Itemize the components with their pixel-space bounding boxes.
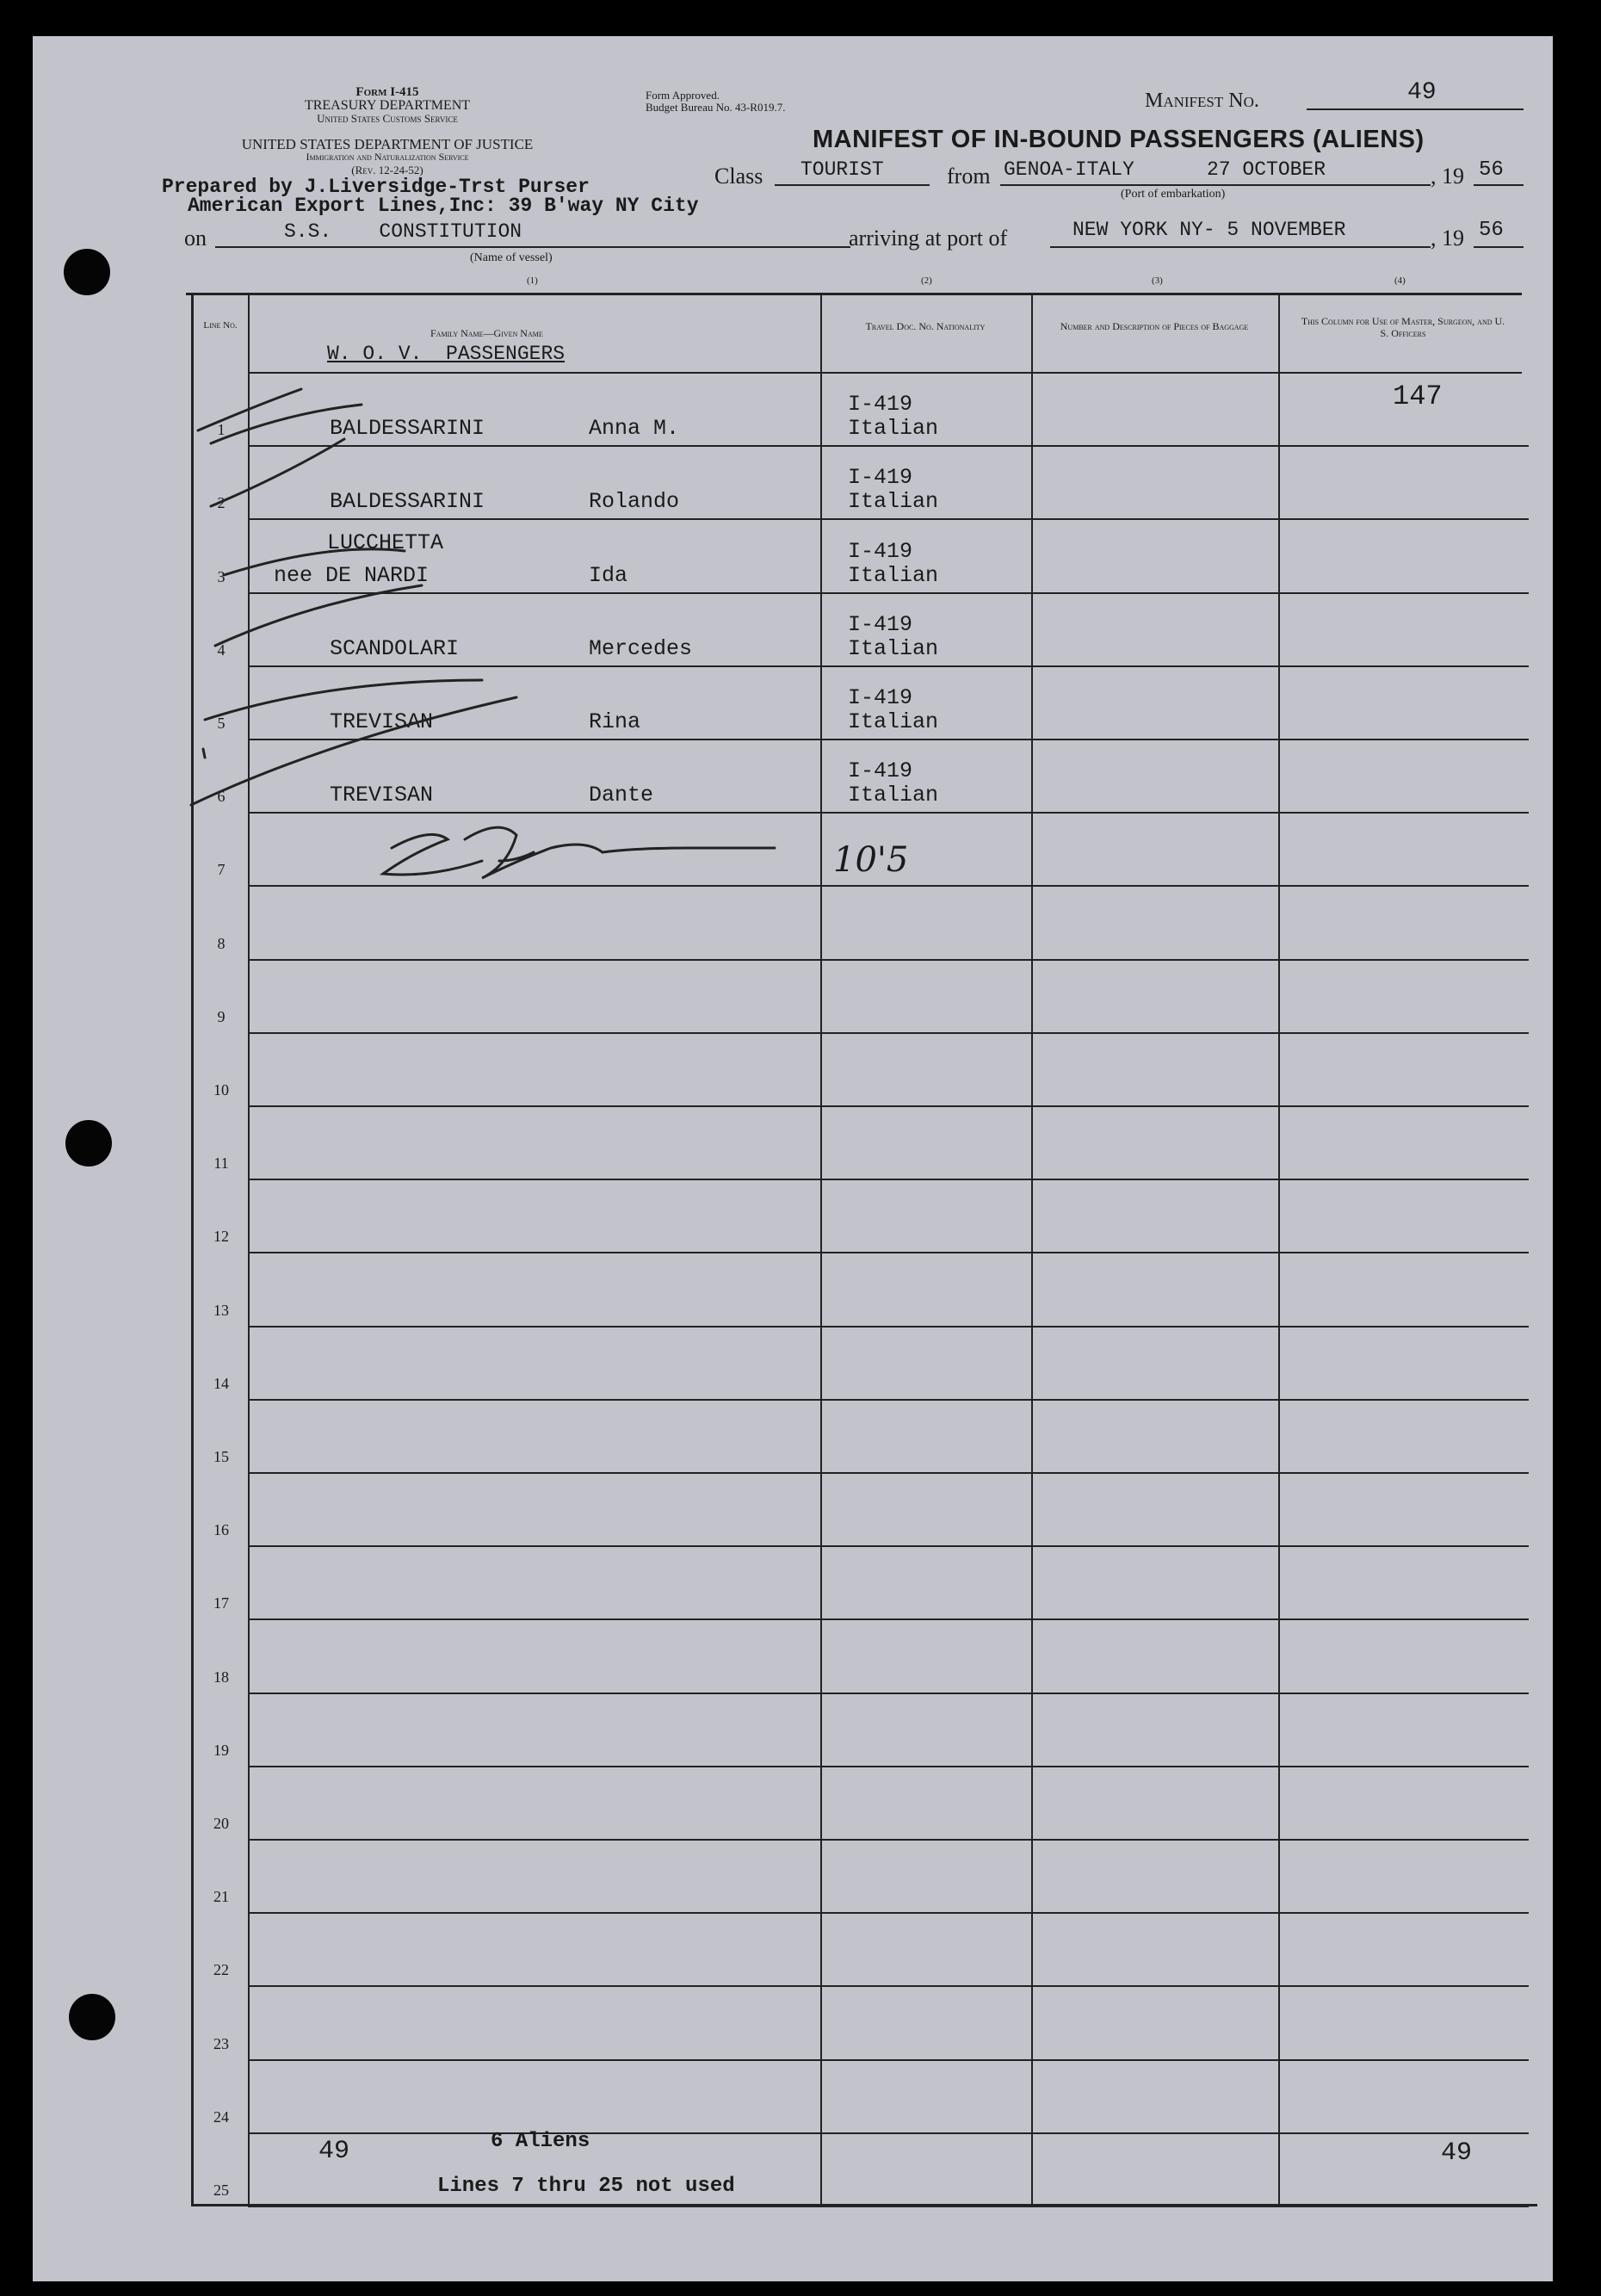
arrival-year: 56: [1479, 219, 1504, 242]
class-value: TOURIST: [800, 158, 884, 181]
line-number: 10: [213, 1081, 229, 1098]
arriving-label: arriving at port of: [849, 226, 1008, 251]
check-mark-5: [205, 680, 482, 720]
line-number: 16: [213, 1521, 229, 1538]
line-number: 1: [217, 421, 226, 438]
line-number: 14: [213, 1375, 229, 1392]
footer-left-number: 49: [318, 2137, 350, 2166]
passenger-given-name: Mercedes: [589, 636, 693, 661]
line-number: 5: [217, 715, 226, 732]
col-num-4: (4): [1394, 275, 1406, 286]
passenger-family-name: BALDESSARINI: [330, 416, 485, 441]
passenger-nationality: Italian: [848, 489, 939, 514]
line-number: 21: [213, 1888, 229, 1905]
customs-service: United States Customs Service: [317, 112, 458, 125]
passenger-travel-doc: I-419: [848, 539, 913, 564]
class-label: Class: [714, 164, 763, 189]
passenger-nationality: Italian: [848, 709, 939, 734]
col-num-1: (1): [527, 275, 538, 286]
check-mark-3: [224, 549, 405, 575]
handwritten-note: 10'5: [833, 840, 909, 880]
revision-date: (Rev. 12-24-52): [351, 164, 423, 176]
line-number: 17: [213, 1594, 229, 1612]
check-mark-1: [198, 389, 362, 443]
departure-port: GENOA-ITALY: [1004, 158, 1134, 181]
header-baggage: Number and Description of Pieces of Baggage: [1060, 320, 1249, 332]
check-mark-4: [215, 585, 422, 646]
passenger-travel-doc: I-419: [848, 392, 913, 417]
passenger-maiden-name: LUCCHETTA: [327, 530, 444, 555]
justice-dept: UNITED STATES DEPARTMENT OF JUSTICE: [241, 136, 534, 152]
line-number: 25: [213, 2182, 229, 2199]
header-officers: This Column for Use of Master, Surgeon, and U. S. Officers: [1301, 315, 1505, 339]
footer-right-number: 49: [1441, 2138, 1473, 2168]
line-number: 2: [217, 494, 226, 511]
passenger-given-name: Ida: [589, 563, 628, 588]
line-number: 20: [213, 1815, 229, 1832]
line-number: 3: [217, 568, 226, 585]
line-number: 6: [217, 788, 226, 805]
officer-note: 147: [1393, 381, 1443, 412]
arrival-port: NEW YORK NY- 5 NOVEMBER: [1072, 219, 1346, 241]
passenger-travel-doc: I-419: [848, 612, 913, 637]
naturalization-service: Immigration and Naturalization Service: [306, 151, 469, 163]
passenger-given-name: Anna M.: [589, 416, 680, 441]
manifest-title: MANIFEST OF IN-BOUND PASSENGERS (ALIENS): [813, 126, 1425, 153]
line-number: 8: [217, 935, 226, 952]
line-number: 11: [213, 1154, 229, 1172]
passenger-nationality: Italian: [848, 416, 939, 441]
passenger-travel-doc: I-419: [848, 685, 913, 710]
line-number: 13: [213, 1302, 229, 1319]
line-number: 7: [217, 861, 226, 878]
line-number: 23: [213, 2035, 229, 2052]
passenger-nationality: Italian: [848, 636, 939, 661]
header-travel-doc: Travel Doc. No. Nationality: [865, 320, 986, 332]
year-prefix-1: , 19: [1431, 164, 1464, 189]
port-caption: (Port of embarkation): [1121, 188, 1226, 201]
passenger-family-name: SCANDOLARI: [330, 636, 460, 661]
passenger-family-name: TREVISAN: [330, 783, 434, 808]
manifest-number-label: Manifest No.: [1145, 90, 1259, 112]
check-mark-7: [203, 749, 205, 758]
treasury-dept: TREASURY DEPARTMENT: [304, 98, 471, 113]
line-number: 15: [213, 1448, 229, 1465]
line-number: 24: [213, 2108, 229, 2126]
subheading: W. O. V. PASSENGERS: [327, 343, 566, 365]
departure-year: 56: [1479, 158, 1504, 182]
passenger-travel-doc: I-419: [848, 465, 913, 490]
line-number: 18: [213, 1668, 229, 1686]
line-number: 19: [213, 1742, 229, 1759]
passenger-nationality: Italian: [848, 783, 939, 808]
check-mark-6: [191, 697, 516, 805]
line-number: 12: [213, 1228, 229, 1245]
manifest-number-value: 49: [1407, 79, 1437, 106]
shipping-line: American Export Lines,Inc: 39 B'way NY City: [188, 195, 699, 217]
passenger-nationality: Italian: [848, 563, 939, 588]
passenger-family-name: BALDESSARINI: [330, 489, 485, 514]
header-line-no: Line No.: [203, 320, 238, 331]
year-prefix-2: , 19: [1431, 226, 1464, 251]
form-number: Form I-415: [355, 85, 419, 99]
line-number: 9: [217, 1008, 226, 1025]
line-number: 4: [217, 641, 226, 659]
passenger-travel-doc: I-419: [848, 758, 913, 783]
col-num-3: (3): [1152, 275, 1163, 286]
footer-aliens-count: 6 Aliens: [491, 2130, 590, 2153]
vessel-caption: (Name of vessel): [470, 251, 553, 264]
footer-lines-not-used: Lines 7 thru 25 not used: [437, 2175, 735, 2198]
header-name: Family Name—Given Name: [430, 327, 543, 339]
on-label: on: [184, 226, 207, 251]
vessel-name: S.S. CONSTITUTION: [284, 220, 522, 243]
departure-date: 27 OCTOBER: [1207, 158, 1326, 181]
line-number: 22: [213, 1961, 229, 1978]
col-num-2: (2): [921, 275, 932, 286]
prepared-by: Prepared by J.Liversidge-Trst Purser: [162, 176, 590, 198]
passenger-family-name: TREVISAN: [330, 709, 434, 734]
approval-line2: Budget Bureau No. 43-R019.7.: [646, 101, 786, 114]
passenger-family-name: nee DE NARDI: [274, 563, 430, 588]
passenger-given-name: Rina: [589, 709, 641, 734]
check-mark-2: [211, 439, 344, 506]
passenger-given-name: Dante: [589, 783, 654, 808]
from-label: from: [947, 164, 991, 189]
passenger-given-name: Rolando: [589, 489, 680, 514]
approval-line1: Form Approved.: [646, 89, 720, 102]
initials-signature: [383, 827, 775, 878]
